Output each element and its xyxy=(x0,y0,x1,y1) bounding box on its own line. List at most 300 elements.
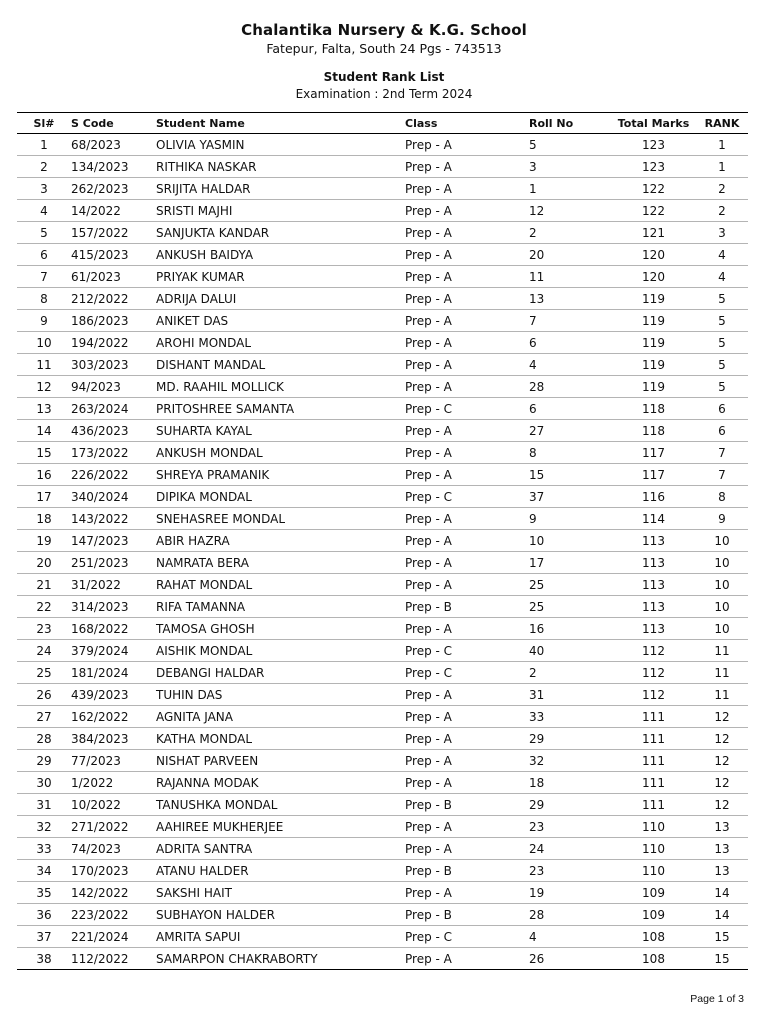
sl-cell: 2 xyxy=(17,156,71,178)
sl-cell: 22 xyxy=(17,596,71,618)
class-cell: Prep - A xyxy=(405,156,529,178)
table-row xyxy=(17,354,748,376)
total-marks-cell: 111 xyxy=(611,794,696,816)
class-cell: Prep - C xyxy=(405,486,529,508)
roll-no-cell: 19 xyxy=(529,882,611,904)
table-row xyxy=(17,882,748,904)
student-name-cell: RITHIKA NASKAR xyxy=(156,156,405,178)
column-header-total-marks: Total Marks xyxy=(611,113,696,134)
document-title: Student Rank List xyxy=(323,70,445,84)
table-row xyxy=(17,838,748,860)
total-marks-cell: 118 xyxy=(611,420,696,442)
student-name-cell: SNEHASREE MONDAL xyxy=(156,508,405,530)
column-header-student-name: Student Name xyxy=(156,113,405,134)
sl-cell: 30 xyxy=(17,772,71,794)
total-marks-cell: 119 xyxy=(611,288,696,310)
s-code-cell: 94/2023 xyxy=(71,376,156,398)
column-header-sl: Sl# xyxy=(17,113,71,134)
student-name-cell: SUHARTA KAYAL xyxy=(156,420,405,442)
total-marks-cell: 109 xyxy=(611,904,696,926)
total-marks-cell: 113 xyxy=(611,618,696,640)
rank-cell: 12 xyxy=(696,772,748,794)
class-cell: Prep - A xyxy=(405,948,529,970)
total-marks-cell: 113 xyxy=(611,530,696,552)
rank-cell: 5 xyxy=(696,332,748,354)
class-cell: Prep - B xyxy=(405,860,529,882)
table-row xyxy=(17,200,748,222)
s-code-cell: 157/2022 xyxy=(71,222,156,244)
class-cell: Prep - A xyxy=(405,728,529,750)
table-row xyxy=(17,904,748,926)
sl-cell: 37 xyxy=(17,926,71,948)
rank-cell: 2 xyxy=(696,200,748,222)
total-marks-cell: 112 xyxy=(611,640,696,662)
total-marks-cell: 111 xyxy=(611,750,696,772)
rank-cell: 5 xyxy=(696,310,748,332)
s-code-cell: 415/2023 xyxy=(71,244,156,266)
s-code-cell: 68/2023 xyxy=(71,134,156,156)
column-header-rank: RANK xyxy=(696,113,748,134)
sl-cell: 12 xyxy=(17,376,71,398)
s-code-cell: 439/2023 xyxy=(71,684,156,706)
total-marks-cell: 108 xyxy=(611,948,696,970)
s-code-cell: 384/2023 xyxy=(71,728,156,750)
total-marks-cell: 111 xyxy=(611,772,696,794)
class-cell: Prep - A xyxy=(405,574,529,596)
roll-no-cell: 2 xyxy=(529,662,611,684)
sl-cell: 6 xyxy=(17,244,71,266)
header-row xyxy=(17,113,748,134)
s-code-cell: 186/2023 xyxy=(71,310,156,332)
sl-cell: 31 xyxy=(17,794,71,816)
rank-cell: 9 xyxy=(696,508,748,530)
s-code-cell: 147/2023 xyxy=(71,530,156,552)
s-code-cell: 1/2022 xyxy=(71,772,156,794)
sl-cell: 18 xyxy=(17,508,71,530)
student-name-cell: AGNITA JANA xyxy=(156,706,405,728)
roll-no-cell: 4 xyxy=(529,354,611,376)
total-marks-cell: 110 xyxy=(611,816,696,838)
roll-no-cell: 11 xyxy=(529,266,611,288)
sl-cell: 35 xyxy=(17,882,71,904)
class-cell: Prep - A xyxy=(405,354,529,376)
class-cell: Prep - A xyxy=(405,552,529,574)
class-cell: Prep - A xyxy=(405,706,529,728)
roll-no-cell: 29 xyxy=(529,728,611,750)
class-cell: Prep - A xyxy=(405,882,529,904)
rank-cell: 6 xyxy=(696,420,748,442)
s-code-cell: 262/2023 xyxy=(71,178,156,200)
student-name-cell: TUHIN DAS xyxy=(156,684,405,706)
class-cell: Prep - B xyxy=(405,596,529,618)
roll-no-cell: 23 xyxy=(529,816,611,838)
total-marks-cell: 119 xyxy=(611,310,696,332)
roll-no-cell: 9 xyxy=(529,508,611,530)
total-marks-cell: 122 xyxy=(611,178,696,200)
sl-cell: 15 xyxy=(17,442,71,464)
student-name-cell: AAHIREE MUKHERJEE xyxy=(156,816,405,838)
roll-no-cell: 32 xyxy=(529,750,611,772)
sl-cell: 32 xyxy=(17,816,71,838)
rank-cell: 5 xyxy=(696,376,748,398)
s-code-cell: 10/2022 xyxy=(71,794,156,816)
total-marks-cell: 114 xyxy=(611,508,696,530)
table-row xyxy=(17,266,748,288)
table-row xyxy=(17,860,748,882)
rank-cell: 1 xyxy=(696,134,748,156)
sl-cell: 5 xyxy=(17,222,71,244)
table-row xyxy=(17,222,748,244)
s-code-cell: 168/2022 xyxy=(71,618,156,640)
school-address: Fatepur, Falta, South 24 Pgs - 743513 xyxy=(266,41,502,56)
table-row xyxy=(17,926,748,948)
class-cell: Prep - C xyxy=(405,398,529,420)
class-cell: Prep - A xyxy=(405,684,529,706)
student-name-cell: PRIYAK KUMAR xyxy=(156,266,405,288)
class-cell: Prep - A xyxy=(405,266,529,288)
sl-cell: 7 xyxy=(17,266,71,288)
rank-cell: 1 xyxy=(696,156,748,178)
total-marks-cell: 120 xyxy=(611,266,696,288)
class-cell: Prep - A xyxy=(405,838,529,860)
class-cell: Prep - A xyxy=(405,816,529,838)
table-row xyxy=(17,178,748,200)
roll-no-cell: 20 xyxy=(529,244,611,266)
s-code-cell: 181/2024 xyxy=(71,662,156,684)
table-row xyxy=(17,288,748,310)
table-row xyxy=(17,750,748,772)
student-name-cell: NAMRATA BERA xyxy=(156,552,405,574)
rank-cell: 13 xyxy=(696,860,748,882)
total-marks-cell: 119 xyxy=(611,332,696,354)
total-marks-cell: 113 xyxy=(611,596,696,618)
table-row xyxy=(17,662,748,684)
sl-cell: 25 xyxy=(17,662,71,684)
roll-no-cell: 29 xyxy=(529,794,611,816)
class-cell: Prep - A xyxy=(405,772,529,794)
student-name-cell: SRIJITA HALDAR xyxy=(156,178,405,200)
sl-cell: 10 xyxy=(17,332,71,354)
total-marks-cell: 116 xyxy=(611,486,696,508)
total-marks-cell: 113 xyxy=(611,574,696,596)
class-cell: Prep - A xyxy=(405,376,529,398)
class-cell: Prep - C xyxy=(405,926,529,948)
sl-cell: 34 xyxy=(17,860,71,882)
rank-cell: 4 xyxy=(696,244,748,266)
sl-cell: 3 xyxy=(17,178,71,200)
s-code-cell: 143/2022 xyxy=(71,508,156,530)
sl-cell: 36 xyxy=(17,904,71,926)
total-marks-cell: 112 xyxy=(611,684,696,706)
class-cell: Prep - A xyxy=(405,750,529,772)
s-code-cell: 271/2022 xyxy=(71,816,156,838)
table-row xyxy=(17,244,748,266)
rank-cell: 10 xyxy=(696,596,748,618)
s-code-cell: 223/2022 xyxy=(71,904,156,926)
class-cell: Prep - B xyxy=(405,794,529,816)
table-row xyxy=(17,618,748,640)
total-marks-cell: 118 xyxy=(611,398,696,420)
student-name-cell: SHREYA PRAMANIK xyxy=(156,464,405,486)
total-marks-cell: 119 xyxy=(611,354,696,376)
student-name-cell: RAHAT MONDAL xyxy=(156,574,405,596)
rank-cell: 7 xyxy=(696,464,748,486)
student-name-cell: KATHA MONDAL xyxy=(156,728,405,750)
student-name-cell: ADRITA SANTRA xyxy=(156,838,405,860)
roll-no-cell: 33 xyxy=(529,706,611,728)
roll-no-cell: 5 xyxy=(529,134,611,156)
s-code-cell: 112/2022 xyxy=(71,948,156,970)
sl-cell: 9 xyxy=(17,310,71,332)
rank-cell: 11 xyxy=(696,640,748,662)
rank-cell: 4 xyxy=(696,266,748,288)
class-cell: Prep - A xyxy=(405,618,529,640)
student-name-cell: MD. RAAHIL MOLLICK xyxy=(156,376,405,398)
rank-cell: 10 xyxy=(696,530,748,552)
total-marks-cell: 122 xyxy=(611,200,696,222)
sl-cell: 23 xyxy=(17,618,71,640)
class-cell: Prep - A xyxy=(405,244,529,266)
sl-cell: 16 xyxy=(17,464,71,486)
roll-no-cell: 8 xyxy=(529,442,611,464)
rank-cell: 10 xyxy=(696,618,748,640)
rank-cell: 11 xyxy=(696,684,748,706)
total-marks-cell: 111 xyxy=(611,728,696,750)
s-code-cell: 212/2022 xyxy=(71,288,156,310)
rank-cell: 13 xyxy=(696,838,748,860)
class-cell: Prep - A xyxy=(405,310,529,332)
roll-no-cell: 37 xyxy=(529,486,611,508)
roll-no-cell: 15 xyxy=(529,464,611,486)
rank-cell: 14 xyxy=(696,904,748,926)
class-cell: Prep - C xyxy=(405,640,529,662)
sl-cell: 21 xyxy=(17,574,71,596)
roll-no-cell: 16 xyxy=(529,618,611,640)
roll-no-cell: 10 xyxy=(529,530,611,552)
page-number: Page 1 of 3 xyxy=(690,993,744,1005)
s-code-cell: 194/2022 xyxy=(71,332,156,354)
table-header xyxy=(17,113,748,134)
student-name-cell: AMRITA SAPUI xyxy=(156,926,405,948)
table-row xyxy=(17,486,748,508)
total-marks-cell: 119 xyxy=(611,376,696,398)
table-row xyxy=(17,310,748,332)
table-row xyxy=(17,574,748,596)
table-row xyxy=(17,552,748,574)
roll-no-cell: 28 xyxy=(529,904,611,926)
column-header-s-code: S Code xyxy=(71,113,156,134)
table-row xyxy=(17,398,748,420)
s-code-cell: 74/2023 xyxy=(71,838,156,860)
table-row xyxy=(17,332,748,354)
class-cell: Prep - A xyxy=(405,530,529,552)
class-cell: Prep - A xyxy=(405,222,529,244)
total-marks-cell: 110 xyxy=(611,860,696,882)
sl-cell: 26 xyxy=(17,684,71,706)
student-name-cell: PRITOSHREE SAMANTA xyxy=(156,398,405,420)
table-row xyxy=(17,948,748,970)
s-code-cell: 226/2022 xyxy=(71,464,156,486)
table-row xyxy=(17,640,748,662)
s-code-cell: 61/2023 xyxy=(71,266,156,288)
student-name-cell: SAMARPON CHAKRABORTY xyxy=(156,948,405,970)
class-cell: Prep - B xyxy=(405,904,529,926)
total-marks-cell: 110 xyxy=(611,838,696,860)
roll-no-cell: 17 xyxy=(529,552,611,574)
student-name-cell: ATANU HALDER xyxy=(156,860,405,882)
s-code-cell: 379/2024 xyxy=(71,640,156,662)
table-row xyxy=(17,156,748,178)
s-code-cell: 14/2022 xyxy=(71,200,156,222)
rank-cell: 15 xyxy=(696,948,748,970)
table-body xyxy=(17,134,748,970)
student-name-cell: TAMOSA GHOSH xyxy=(156,618,405,640)
roll-no-cell: 4 xyxy=(529,926,611,948)
roll-no-cell: 40 xyxy=(529,640,611,662)
student-name-cell: ABIR HAZRA xyxy=(156,530,405,552)
class-cell: Prep - A xyxy=(405,200,529,222)
table-row xyxy=(17,772,748,794)
table-row xyxy=(17,420,748,442)
table-row xyxy=(17,596,748,618)
class-cell: Prep - A xyxy=(405,508,529,530)
student-name-cell: DEBANGI HALDAR xyxy=(156,662,405,684)
total-marks-cell: 113 xyxy=(611,552,696,574)
sl-cell: 4 xyxy=(17,200,71,222)
total-marks-cell: 121 xyxy=(611,222,696,244)
roll-no-cell: 7 xyxy=(529,310,611,332)
rank-cell: 5 xyxy=(696,354,748,376)
s-code-cell: 340/2024 xyxy=(71,486,156,508)
student-name-cell: ANKUSH MONDAL xyxy=(156,442,405,464)
student-name-cell: ADRIJA DALUI xyxy=(156,288,405,310)
class-cell: Prep - A xyxy=(405,288,529,310)
rank-cell: 12 xyxy=(696,750,748,772)
roll-no-cell: 13 xyxy=(529,288,611,310)
student-name-cell: RAJANNA MODAK xyxy=(156,772,405,794)
table-row xyxy=(17,816,748,838)
student-name-cell: ANKUSH BAIDYA xyxy=(156,244,405,266)
student-name-cell: SANJUKTA KANDAR xyxy=(156,222,405,244)
student-name-cell: AISHIK MONDAL xyxy=(156,640,405,662)
rank-cell: 10 xyxy=(696,552,748,574)
sl-cell: 8 xyxy=(17,288,71,310)
s-code-cell: 162/2022 xyxy=(71,706,156,728)
rank-cell: 15 xyxy=(696,926,748,948)
rank-cell: 10 xyxy=(696,574,748,596)
roll-no-cell: 6 xyxy=(529,332,611,354)
total-marks-cell: 117 xyxy=(611,442,696,464)
table-row xyxy=(17,794,748,816)
s-code-cell: 436/2023 xyxy=(71,420,156,442)
sl-cell: 33 xyxy=(17,838,71,860)
table-row xyxy=(17,134,748,156)
roll-no-cell: 31 xyxy=(529,684,611,706)
table-row xyxy=(17,464,748,486)
roll-no-cell: 6 xyxy=(529,398,611,420)
column-header-roll-no: Roll No xyxy=(529,113,611,134)
s-code-cell: 77/2023 xyxy=(71,750,156,772)
sl-cell: 38 xyxy=(17,948,71,970)
total-marks-cell: 111 xyxy=(611,706,696,728)
student-name-cell: TANUSHKA MONDAL xyxy=(156,794,405,816)
total-marks-cell: 109 xyxy=(611,882,696,904)
s-code-cell: 134/2023 xyxy=(71,156,156,178)
student-name-cell: SUBHAYON HALDER xyxy=(156,904,405,926)
roll-no-cell: 18 xyxy=(529,772,611,794)
total-marks-cell: 123 xyxy=(611,156,696,178)
rank-cell: 3 xyxy=(696,222,748,244)
rank-cell: 2 xyxy=(696,178,748,200)
sl-cell: 29 xyxy=(17,750,71,772)
rank-table xyxy=(17,112,748,970)
total-marks-cell: 123 xyxy=(611,134,696,156)
class-cell: Prep - A xyxy=(405,464,529,486)
table-row xyxy=(17,376,748,398)
sl-cell: 27 xyxy=(17,706,71,728)
class-cell: Prep - A xyxy=(405,442,529,464)
rank-cell: 6 xyxy=(696,398,748,420)
school-name: Chalantika Nursery & K.G. School xyxy=(241,21,527,39)
roll-no-cell: 25 xyxy=(529,596,611,618)
s-code-cell: 31/2022 xyxy=(71,574,156,596)
student-name-cell: SAKSHI HAIT xyxy=(156,882,405,904)
s-code-cell: 142/2022 xyxy=(71,882,156,904)
roll-no-cell: 24 xyxy=(529,838,611,860)
sl-cell: 17 xyxy=(17,486,71,508)
total-marks-cell: 117 xyxy=(611,464,696,486)
table-row xyxy=(17,684,748,706)
student-name-cell: RIFA TAMANNA xyxy=(156,596,405,618)
s-code-cell: 251/2023 xyxy=(71,552,156,574)
roll-no-cell: 28 xyxy=(529,376,611,398)
sl-cell: 11 xyxy=(17,354,71,376)
s-code-cell: 263/2024 xyxy=(71,398,156,420)
table-row xyxy=(17,530,748,552)
rank-cell: 14 xyxy=(696,882,748,904)
rank-cell: 7 xyxy=(696,442,748,464)
student-name-cell: ANIKET DAS xyxy=(156,310,405,332)
sl-cell: 20 xyxy=(17,552,71,574)
s-code-cell: 173/2022 xyxy=(71,442,156,464)
examination-line: Examination : 2nd Term 2024 xyxy=(295,87,473,101)
roll-no-cell: 12 xyxy=(529,200,611,222)
roll-no-cell: 2 xyxy=(529,222,611,244)
s-code-cell: 221/2024 xyxy=(71,926,156,948)
sl-cell: 28 xyxy=(17,728,71,750)
rank-cell: 12 xyxy=(696,706,748,728)
sl-cell: 24 xyxy=(17,640,71,662)
rank-cell: 13 xyxy=(696,816,748,838)
roll-no-cell: 23 xyxy=(529,860,611,882)
roll-no-cell: 26 xyxy=(529,948,611,970)
student-name-cell: SRISTI MAJHI xyxy=(156,200,405,222)
roll-no-cell: 1 xyxy=(529,178,611,200)
sl-cell: 13 xyxy=(17,398,71,420)
s-code-cell: 170/2023 xyxy=(71,860,156,882)
rank-cell: 8 xyxy=(696,486,748,508)
student-name-cell: NISHAT PARVEEN xyxy=(156,750,405,772)
student-name-cell: DISHANT MANDAL xyxy=(156,354,405,376)
s-code-cell: 314/2023 xyxy=(71,596,156,618)
total-marks-cell: 108 xyxy=(611,926,696,948)
sl-cell: 14 xyxy=(17,420,71,442)
student-name-cell: DIPIKA MONDAL xyxy=(156,486,405,508)
total-marks-cell: 120 xyxy=(611,244,696,266)
sl-cell: 1 xyxy=(17,134,71,156)
rank-cell: 12 xyxy=(696,794,748,816)
student-name-cell: AROHI MONDAL xyxy=(156,332,405,354)
